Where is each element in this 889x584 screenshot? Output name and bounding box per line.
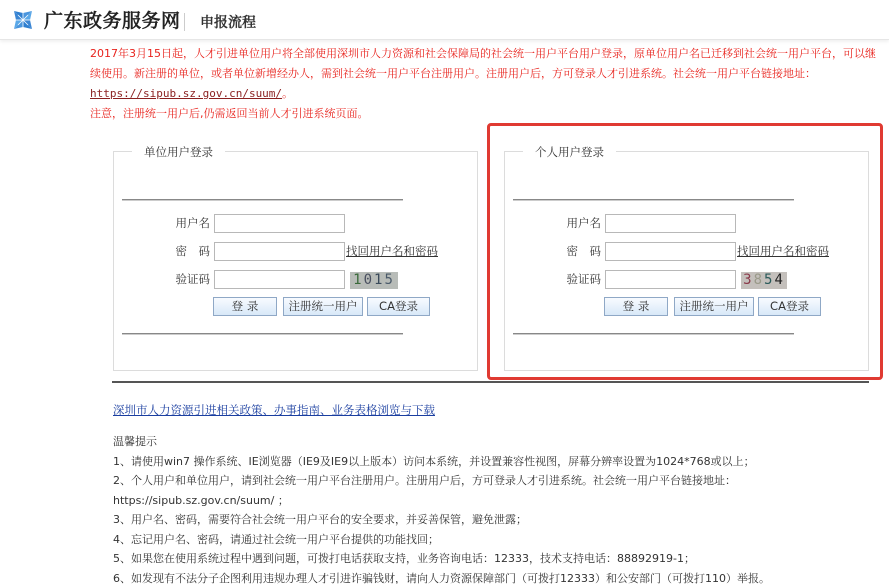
captcha-digit: 3 [743, 272, 754, 288]
tip-item-3: 3、用户名、密码，需要符合社会统一用户平台的安全要求，并妥善保管，避免泄露； [113, 513, 527, 526]
personal-register-button[interactable]: 注册统一用户 [674, 297, 754, 316]
site-header [0, 0, 889, 40]
captcha-label: 验证码 [175, 272, 210, 286]
page-title: 申报流程 [200, 15, 256, 31]
personal-forgot-credentials-link[interactable]: 找回用户名和密码 [737, 244, 829, 258]
captcha-digit: 5 [384, 272, 395, 288]
unit-captcha-image[interactable] [350, 272, 398, 289]
captcha-digit: 8 [753, 272, 764, 288]
tip-item-1: 1、请使用win7 操作系统、IE浏览器（IE9及IE9以上版本）访问本系统，并设置兼容性视图，屏幕分辨率设置为1024*768或以上； [113, 454, 755, 468]
captcha-label: 验证码 [566, 272, 601, 286]
notice-text: 2017年3月15日起，人才引进单位用户将全部使用深圳市人力资源和社会保障局的社会统一用户平台用户登录，原单位用户名已迁移到社会统一用户平台，可以继续使用。新注册的单位，或者单位新增经办人，需到社会统一用户平台注册用户。注册用户后，方可登录人才引进系统。社会统一用户平台链接地址： [90, 47, 876, 80]
personal-login-highlight [487, 123, 883, 380]
section-divider [112, 381, 869, 383]
captcha-digit: 1 [374, 272, 385, 288]
notice-warning: 注意，注册统一用户后,仍需返回当前人才引进系统页面。 [90, 107, 369, 120]
unit-password-input[interactable] [214, 242, 345, 261]
unit-forgot-credentials-link[interactable]: 找回用户名和密码 [346, 244, 438, 258]
personal-login-legend: 个人用户登录 [523, 144, 616, 160]
tips-section [113, 432, 883, 584]
unit-register-button[interactable]: 注册统一用户 [283, 297, 363, 316]
captcha-digit: 1 [353, 272, 364, 288]
top-rule [122, 199, 403, 201]
bottom-rule [122, 333, 403, 335]
tips-title: 温馨提示 [113, 435, 157, 448]
site-title[interactable]: 广东政务服务网 [44, 10, 181, 32]
captcha-digit: 0 [363, 272, 374, 288]
tip-item-5: 5、如果您在使用系统过程中遇到问题，可拨打电话获取支持，业务咨询电话：12333，技术支持电话：88892919-1； [113, 552, 695, 565]
tip-item-4: 4、忘记用户名、密码，请通过社会统一用户平台提供的功能找回； [113, 532, 439, 546]
unit-login-button[interactable]: 登 录 [213, 297, 277, 316]
unit-login-panel [113, 145, 478, 371]
password-label: 密 码 [175, 244, 210, 258]
username-label: 用户名 [566, 216, 601, 230]
notice-paragraph [90, 44, 885, 104]
suum-platform-link[interactable]: https://sipub.sz.gov.cn/suum/ [90, 87, 283, 100]
password-label: 密 码 [566, 244, 601, 258]
policy-resources-link[interactable]: 深圳市人力资源引进相关政策、办事指南、业务表格浏览与下载 [113, 403, 435, 417]
unit-captcha-input[interactable] [214, 270, 345, 289]
tip-item-6: 6、如发现有不法分子企图利用违规办理人才引进诈骗钱财，请向人力资源保障部门（可拨打12333）和公安部门（可拨打110）举报。 [113, 571, 770, 584]
personal-login-button[interactable]: 登 录 [604, 297, 668, 316]
notice-text-end: 。 [282, 87, 294, 100]
captcha-digit: 4 [774, 272, 785, 288]
captcha-digit: 5 [764, 272, 775, 288]
migration-notice [90, 44, 885, 124]
unit-login-legend: 单位用户登录 [132, 144, 225, 160]
unit-ca-login-button[interactable]: CA登录 [367, 297, 430, 316]
pinwheel-logo-icon[interactable] [12, 9, 34, 31]
tip-item-2: 2、个人用户和单位用户，请到社会统一用户平台注册用户。注册用户后，方可登录人才引进系统。社会统一用户平台链接地址：https://sipub.sz.gov.cn/suum/ ； [113, 474, 736, 507]
username-label: 用户名 [175, 216, 210, 230]
unit-username-input[interactable] [214, 214, 345, 233]
personal-ca-login-button[interactable]: CA登录 [758, 297, 821, 316]
title-separator [184, 13, 185, 31]
